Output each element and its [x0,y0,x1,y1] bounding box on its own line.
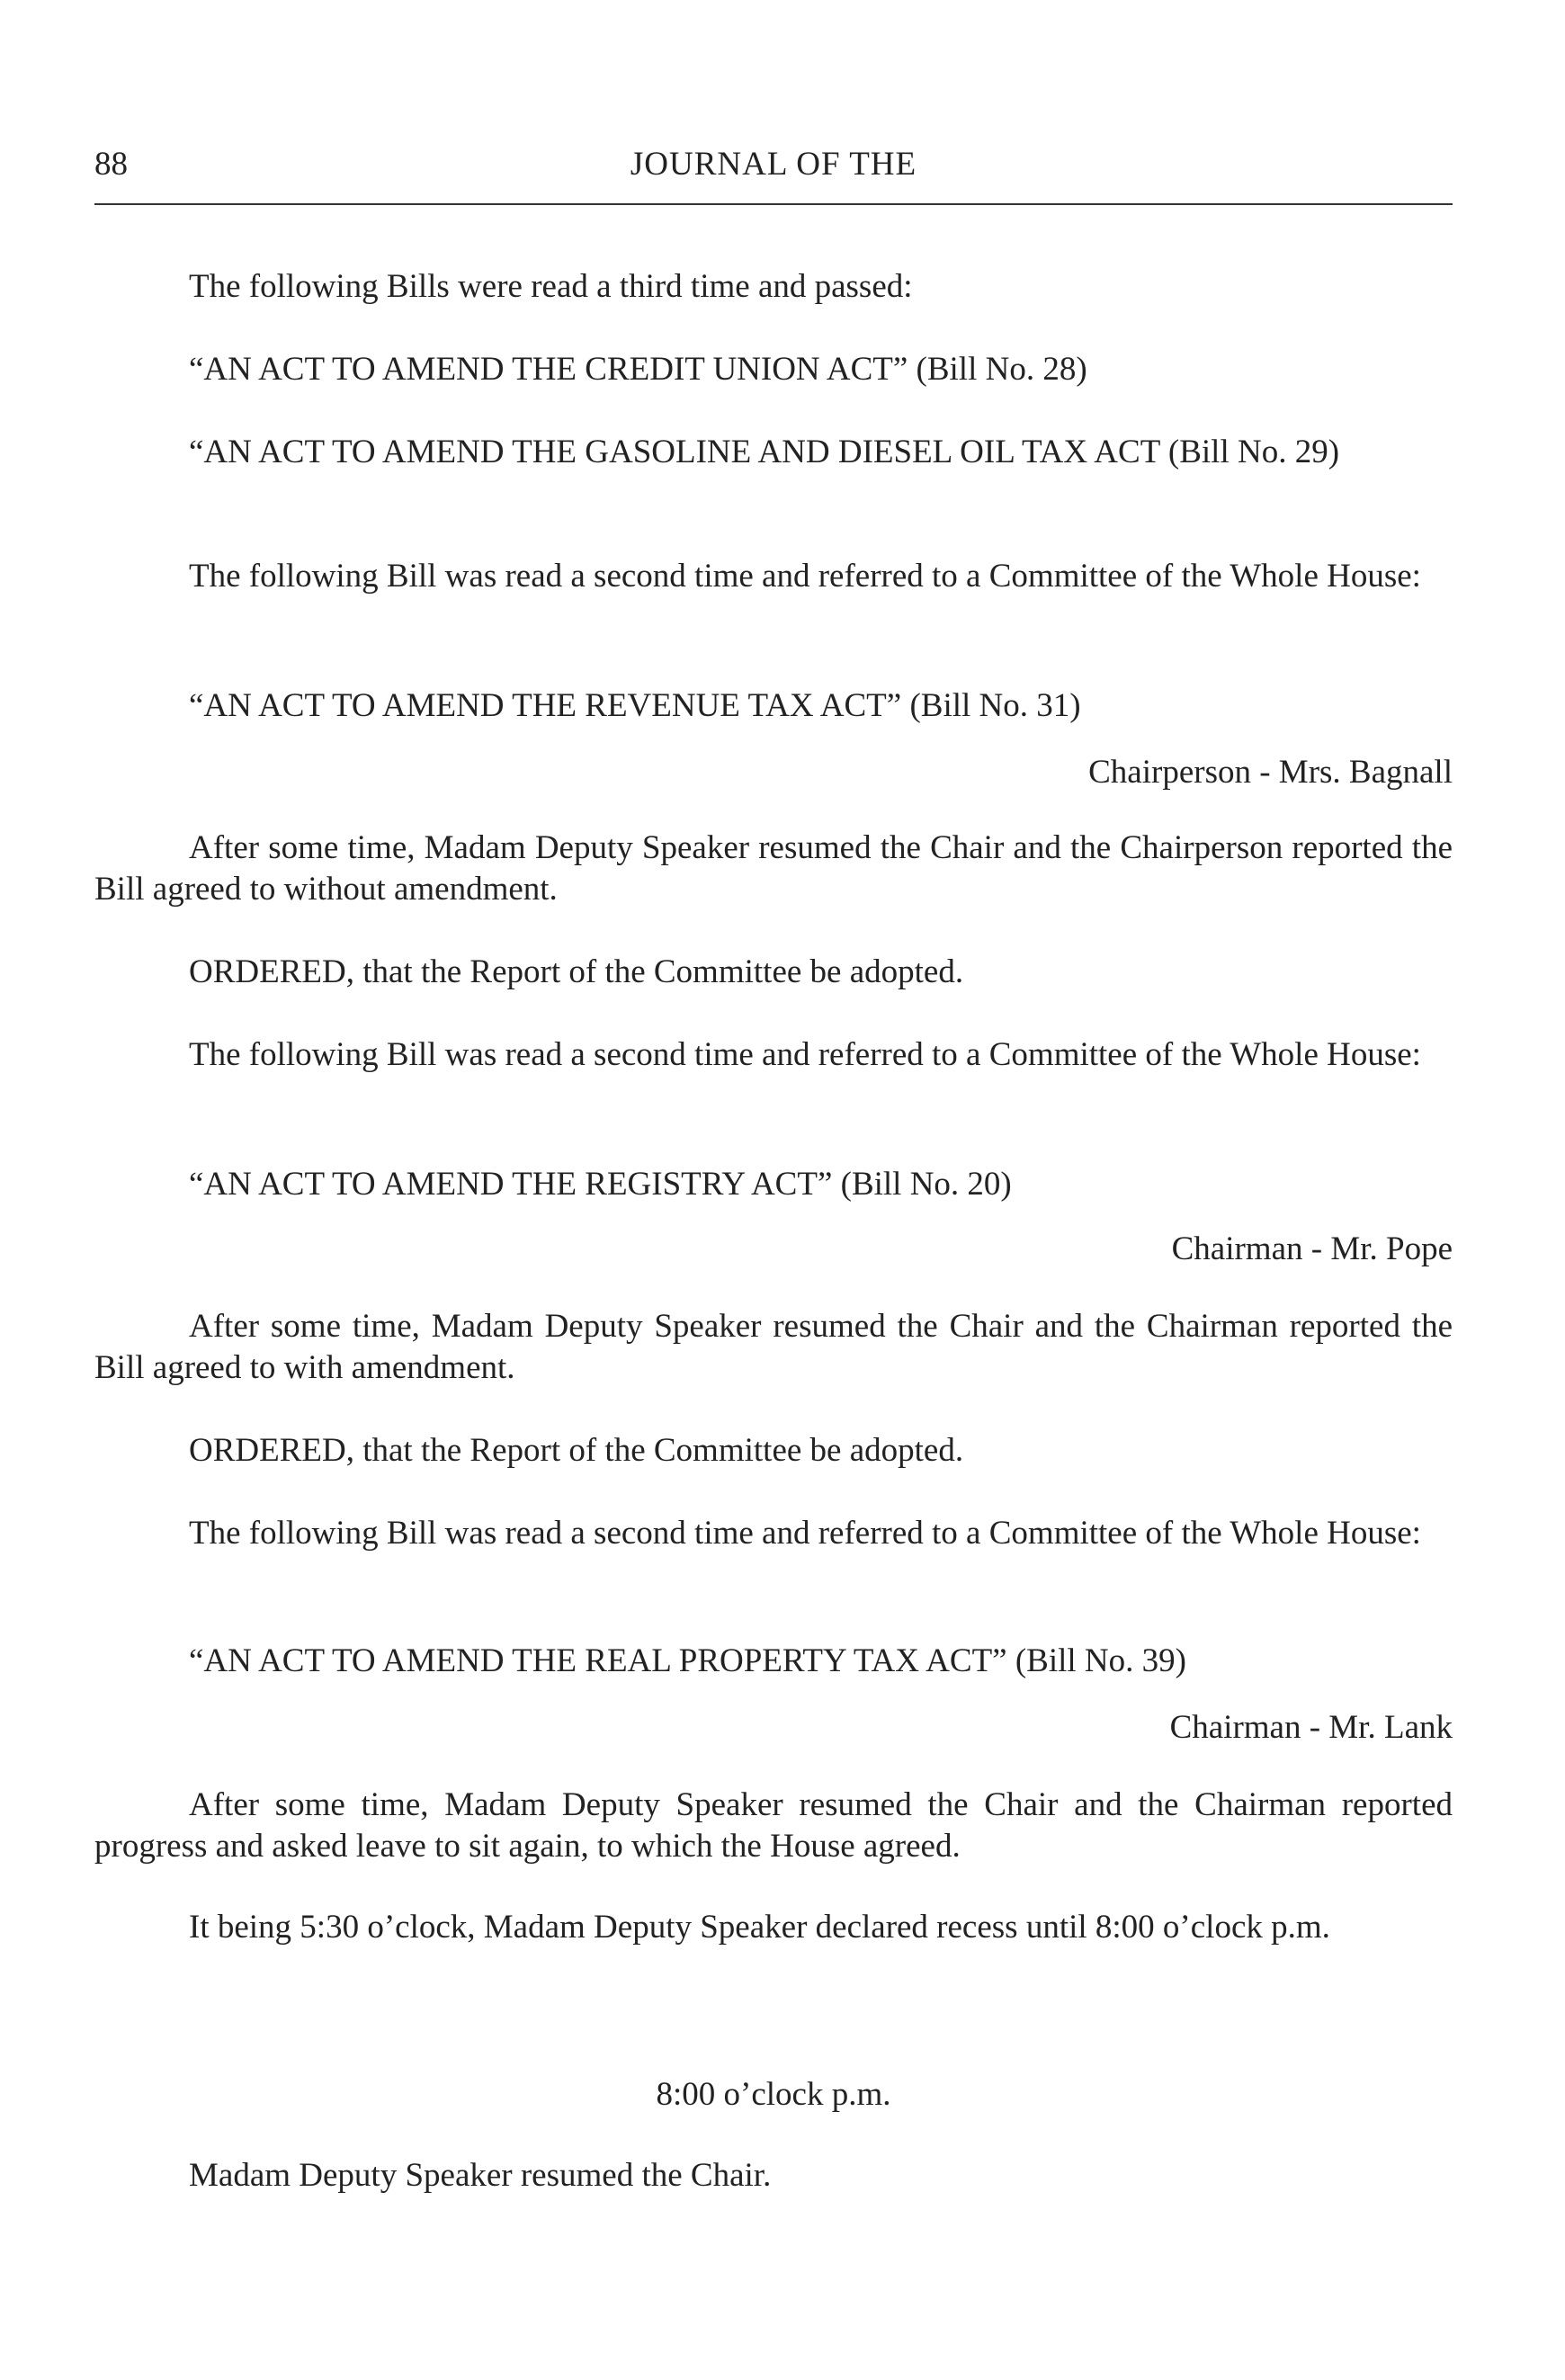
bill-title-gasoline-diesel: “AN ACT TO AMEND THE GASOLINE AND DIESEL OIL TAX ACT (Bill No. 29) [189,434,1340,470]
bill-title-real-property-tax: “AN ACT TO AMEND THE REAL PROPERTY TAX ACT” (Bill No. 39) [189,1642,1186,1679]
paragraph-report-with-amendment: After some time, Madam Deputy Speaker resumed the Chair and the Chairman reported the Bill agreed to with amendment. [94,1308,1453,1386]
running-head: JOURNAL OF THE [630,146,917,183]
paragraph-report-without-amendment: After some time, Madam Deputy Speaker resumed the Chair and the Chairperson reported the Bill agreed to without amendment. [94,829,1453,908]
paragraph-second-reading-2: The following Bill was read a second time and referred to a Committee of the Whole House: [189,1036,1421,1073]
bill-title-credit-union: “AN ACT TO AMEND THE CREDIT UNION ACT” (Bill No. 28) [189,351,1087,388]
paragraph-second-reading-3: The following Bill was read a second time and referred to a Committee of the Whole House: [189,1515,1421,1552]
paragraph-second-reading-1: The following Bill was read a second time and referred to a Committee of the Whole House: [189,558,1421,595]
paragraph-recess: It being 5:30 o’clock, Madam Deputy Speaker declared recess until 8:00 o’clock p.m. [189,1909,1330,1946]
paragraph-report-progress: After some time, Madam Deputy Speaker resumed the Chair and the Chairman reported progress and asked leave to sit again, to which the House agreed. [94,1786,1453,1865]
page-number: 88 [94,146,128,183]
chairperson-bagnall: Chairperson - Mrs. Bagnall [1088,754,1453,791]
chairman-pope: Chairman - Mr. Pope [1171,1230,1453,1267]
time-heading: 8:00 o’clock p.m. [656,2076,891,2113]
paragraph-bills-third-reading: The following Bills were read a third time and passed: [189,268,913,305]
ordered-report-adopted-1: ORDERED, that the Report of the Committee be adopted. [189,953,964,990]
bill-title-revenue-tax: “AN ACT TO AMEND THE REVENUE TAX ACT” (Bill No. 31) [189,687,1081,724]
header-rule [94,203,1453,205]
ordered-report-adopted-2: ORDERED, that the Report of the Committee be adopted. [189,1432,964,1469]
paragraph-resumed-chair: Madam Deputy Speaker resumed the Chair. [189,2157,772,2194]
page-header [94,144,1453,189]
bill-title-registry: “AN ACT TO AMEND THE REGISTRY ACT” (Bill No. 20) [189,1166,1012,1203]
chairman-lank: Chairman - Mr. Lank [1169,1709,1453,1746]
